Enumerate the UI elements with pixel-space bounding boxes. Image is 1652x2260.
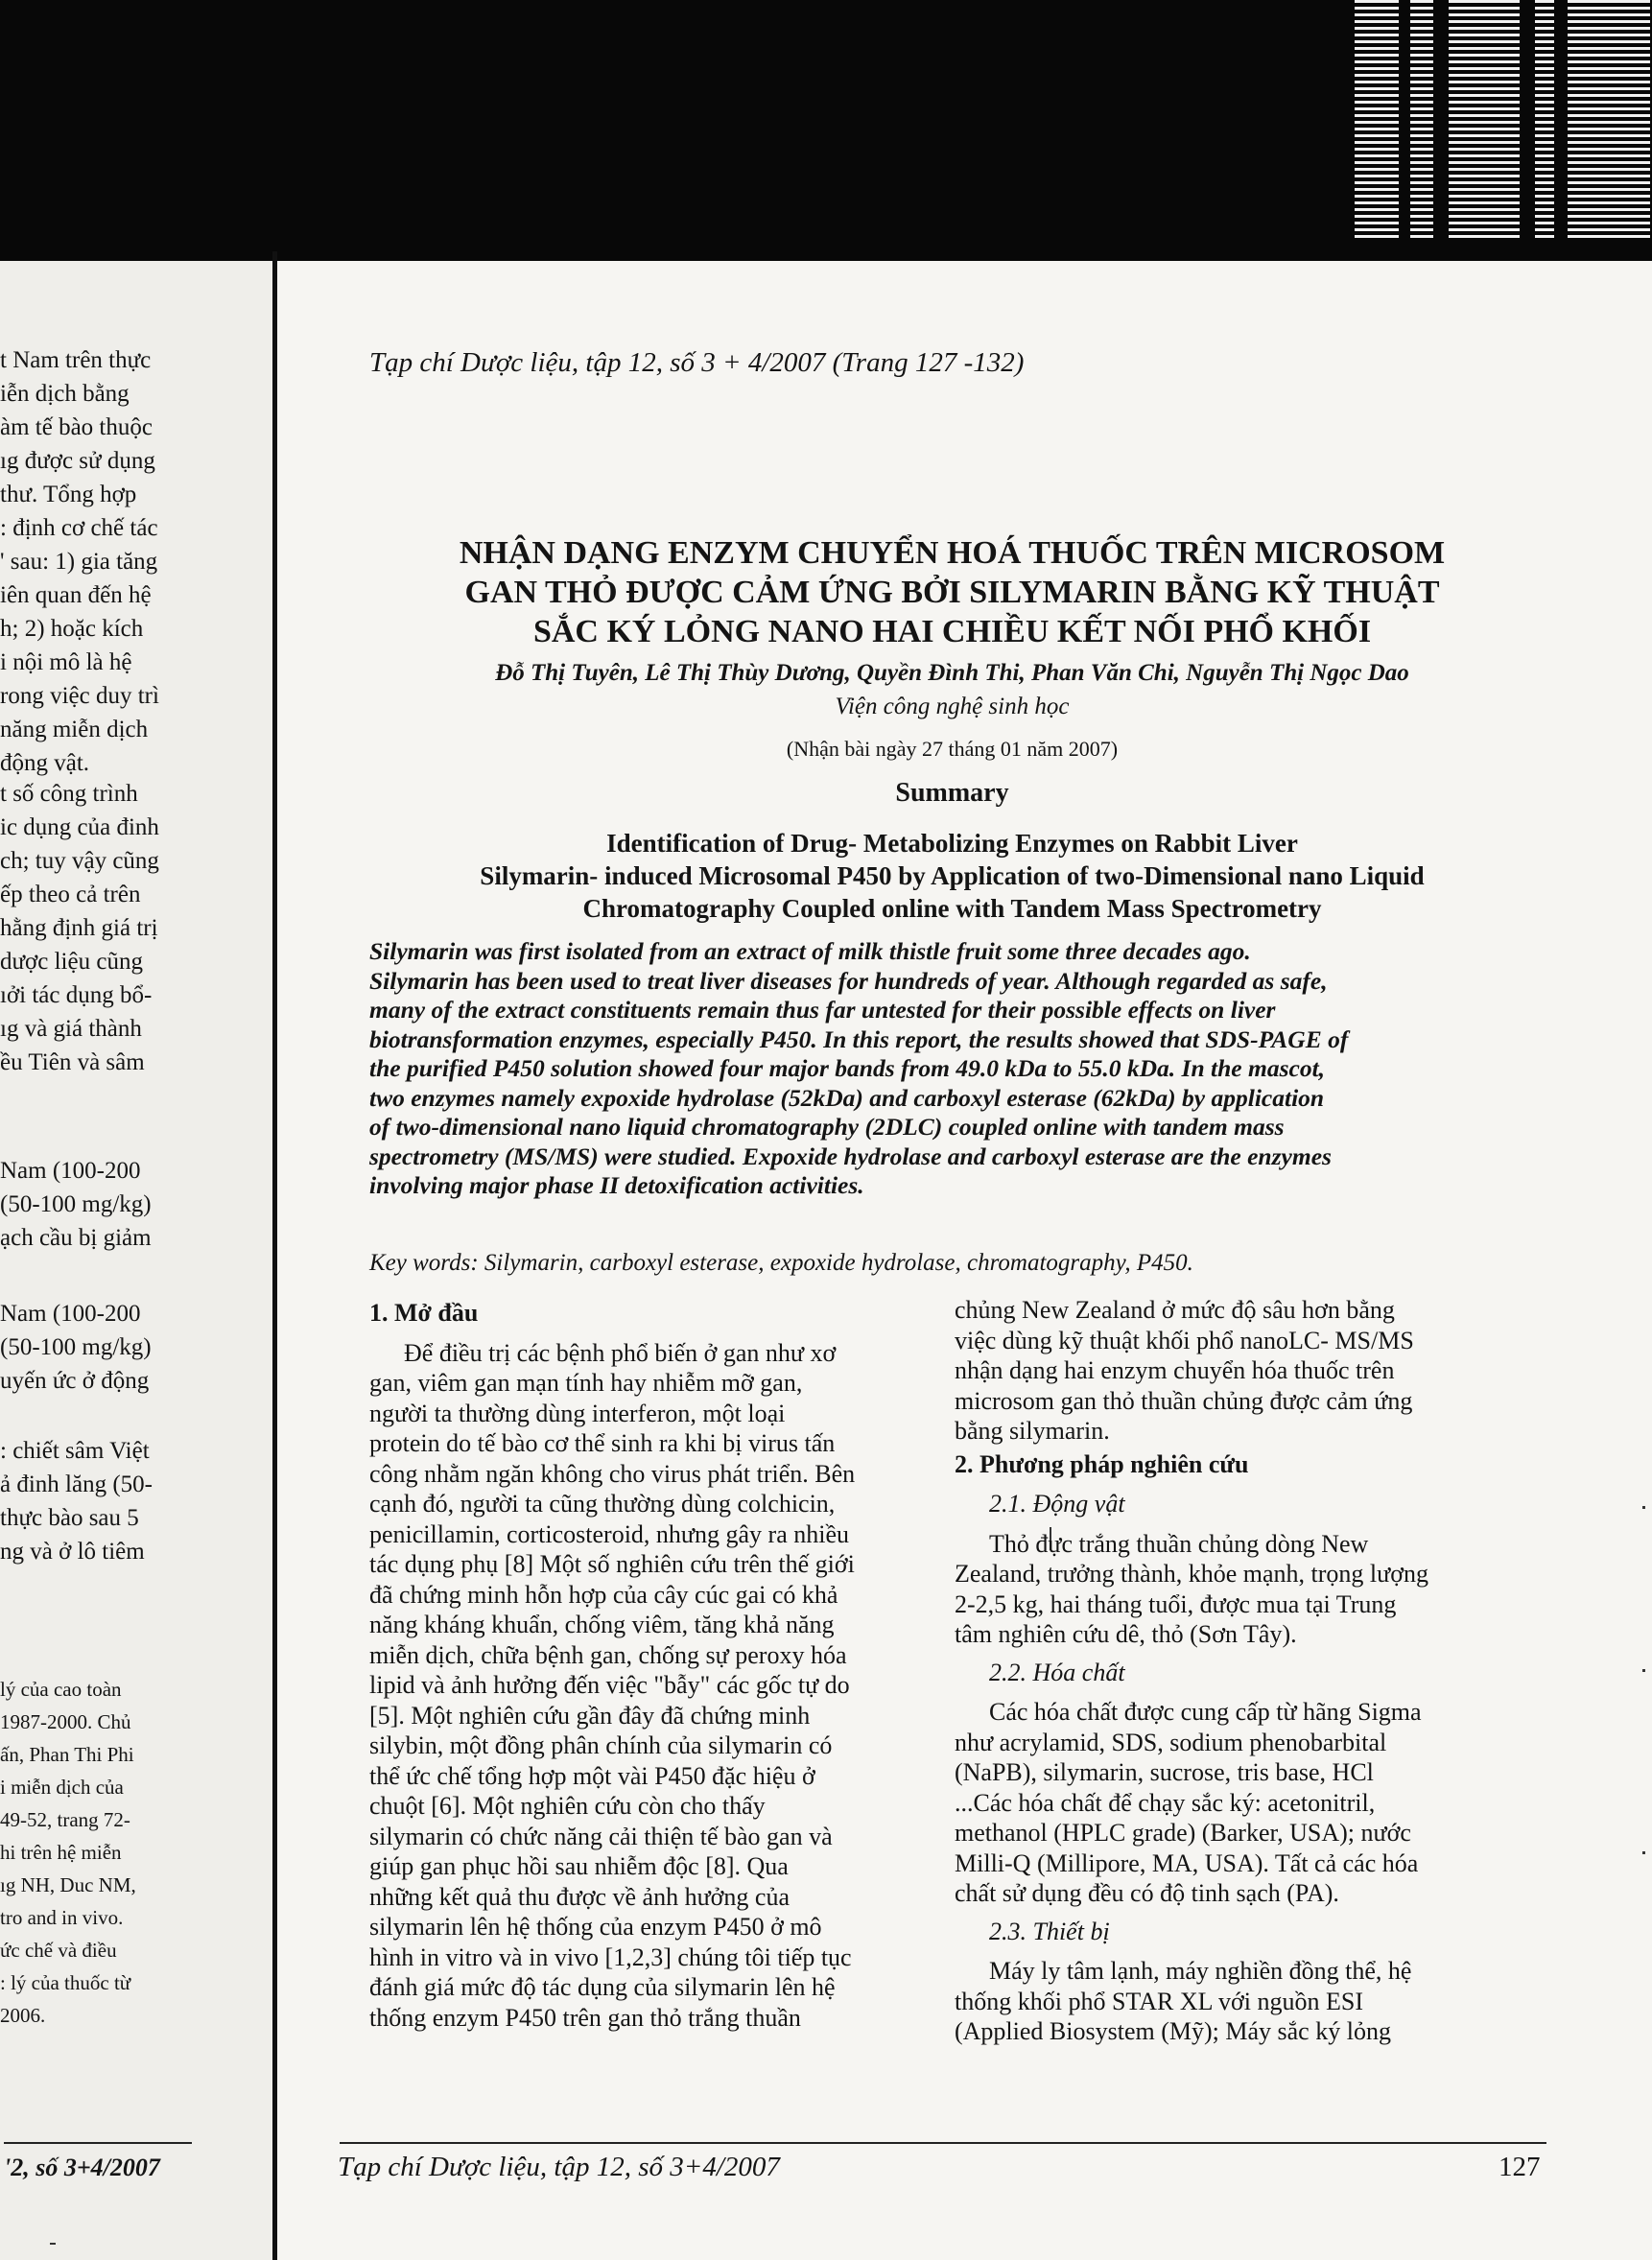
page-number: 127 [1499, 2152, 1541, 2182]
text-line: Silymarin has been used to treat liver diseases for hundreds of year. Although regarded as safe, [369, 966, 1328, 995]
text-line: àm tế bào thuộc [0, 414, 153, 440]
text-line: 2006. [0, 2004, 46, 2027]
text-line: việc dùng kỹ thuật khối phổ nanoLC- MS/MS [955, 1326, 1414, 1354]
text-line: hi trên hệ miễn [0, 1841, 122, 1864]
text-line: hình in vitro và in vivo [1,2,3] chúng tôi tiếp tục [369, 1942, 852, 1971]
text-line: ạch cầu bị giảm [0, 1225, 152, 1251]
text-line: Nam (100-200 [0, 1301, 141, 1327]
text-line: hằng định giá trị [0, 915, 158, 941]
text-line: biotransformation enzymes, especially P450. In this report, the results showed that SDS-PAGE of [369, 1024, 1349, 1053]
scan-speck [1642, 1851, 1645, 1854]
text-line: cạnh đó, người ta cũng thường dùng colchicin, [369, 1490, 836, 1518]
text-line: iễn dịch bằng [0, 381, 130, 407]
text-line: lipid và ảnh hưởng đến việc "bẫy" các gốc tự do [369, 1671, 850, 1699]
text-line: (Applied Biosystem (Mỹ); Máy sắc ký lỏng [955, 2017, 1391, 2045]
english-title-line: Identification of Drug- Metabolizing Enzymes on Rabbit Liver [606, 829, 1298, 858]
text-line: [5]. Một nghiên cứu gần đây đã chứng minh [369, 1701, 811, 1730]
text-line: Máy ly tâm lạnh, máy nghiền đồng thể, hệ [989, 1957, 1412, 1985]
text-line: thực bào sau 5 [0, 1505, 139, 1531]
text-line: chủng New Zealand ở mức độ sâu hơn bằng [955, 1296, 1395, 1324]
title-line: NHẬN DẠNG ENZYM CHUYỂN HOÁ THUỐC TRÊN MICROSOM [459, 535, 1446, 571]
left-footer-text: '2, số 3+4/2007 [4, 2154, 160, 2181]
left-fragment-block-4 [0, 1297, 259, 1398]
text-line: những kết quả thu được về ảnh hưởng của [369, 1882, 791, 1911]
text-line: thống enzym P450 trên gan thỏ trắng thuần [369, 2003, 801, 2032]
left-fragment-block-5 [0, 1434, 259, 1568]
left-footer-rule [4, 2142, 192, 2144]
text-line: gan, viêm gan mạn tính hay nhiễm mỡ gan, [369, 1369, 803, 1397]
text-line: ...Các hóa chất để chạy sắc ký: acetonitril, [955, 1788, 1376, 1817]
text-line: ch; tuy vậy cũng [0, 848, 159, 874]
section-heading-methods: 2. Phương pháp nghiên cứu [955, 1449, 1249, 1478]
abstract [369, 937, 1535, 1201]
section-heading-intro: 1. Mở đầu [369, 1299, 479, 1327]
scan-barcode-marks [1355, 0, 1652, 242]
text-line: chất sử dụng đều có độ tinh sạch (PA). [955, 1879, 1339, 1907]
text-line: ' sau: 1) gia tăng [0, 549, 158, 575]
text-line: methanol (HPLC grade) (Barker, USA); nước [955, 1819, 1411, 1847]
subsection-chemicals: 2.2. Hóa chất [989, 1658, 1125, 1686]
body-column-right [955, 1295, 1516, 2047]
text-line: 1987-2000. Chủ [0, 1710, 131, 1733]
left-fragment-block-2 [0, 777, 259, 1079]
text-line: ıg được sử dụng [0, 448, 155, 474]
text-line: ấn, Phan Thi Phi [0, 1743, 134, 1766]
text-line: ıg và giá thành [0, 1016, 142, 1042]
text-line: năng kháng khuẩn, chống viêm, tăng khả năng [369, 1611, 835, 1638]
text-line: 49-52, trang 72- [0, 1808, 130, 1831]
text-line: : định cơ chế tác [0, 515, 158, 541]
text-line: như acrylamid, SDS, sodium phenobarbital [955, 1728, 1387, 1756]
text-line: ức chế và điều [0, 1939, 117, 1962]
text-line: ıởi tác dụng bổ- [0, 982, 153, 1008]
article-title [369, 533, 1535, 651]
scan-speck [50, 2243, 56, 2245]
text-line: silymarin lên hệ thống của enzym P450 ở mô [369, 1913, 822, 1941]
left-fragment-block-6 [0, 1673, 259, 2032]
text-line: dược liệu cũng [0, 949, 143, 975]
scan-speck [1642, 1669, 1645, 1672]
text-line: silymarin có chức năng cải thiện tế bào gan và [369, 1822, 833, 1850]
footer-journal: Tạp chí Dược liệu, tập 12, số 3+4/2007 [338, 2152, 780, 2182]
text-line: người ta thường dùng interferon, một loại [369, 1399, 786, 1427]
intro-continuation [955, 1295, 1516, 1447]
text-line: h; 2) hoặc kích [0, 616, 144, 642]
text-line: spectrometry (MS/MS) were studied. Expoxide hydrolase and carboxyl esterase are the enzymes [369, 1142, 1332, 1170]
text-line: Thỏ đực trắng thuần chủng dòng New [989, 1529, 1369, 1558]
text-line: bằng silymarin. [955, 1417, 1110, 1445]
text-line: giúp gan phục hồi sau nhiễm độc [8]. Qua [369, 1852, 789, 1880]
english-title-line: Silymarin- induced Microsomal P450 by Application of two-Dimensional nano Liquid [480, 861, 1425, 890]
intro-paragraph [369, 1338, 931, 2034]
text-line: chuột [6]. Một nghiên cứu còn cho thấy [369, 1792, 766, 1820]
text-line: Zealand, trưởng thành, khỏe mạnh, trọng lượng [955, 1560, 1428, 1588]
text-line: protein do tế bào cơ thể sinh ra khi bị virus tấn [369, 1429, 836, 1457]
binding-gutter-line [272, 251, 277, 2260]
text-line: ic dụng của đinh [0, 814, 159, 840]
footer-rule [340, 2142, 1546, 2144]
text-line: 2-2,5 kg, hai tháng tuổi, được mua tại Trung [955, 1589, 1397, 1618]
received-date: (Nhận bài ngày 27 tháng 01 năm 2007) [786, 737, 1119, 761]
text-line: lý của cao toàn [0, 1678, 122, 1701]
text-line: the purified P450 solution showed four major bands from 49.0 kDa to 55.0 kDa. In the mascot, [369, 1054, 1326, 1082]
text-line: thư. Tổng hợp [0, 482, 137, 507]
text-line: năng miễn dịch [0, 717, 149, 742]
text-line: (50-100 mg/kg) [0, 1191, 152, 1217]
text-line: t Nam trên thực [0, 347, 152, 373]
text-line: microsom gan thỏ thuần chủng được cảm ứng [955, 1386, 1413, 1415]
left-fragment-block-3 [0, 1154, 259, 1255]
text-line: nhận dạng hai enzym chuyển hóa thuốc trên [955, 1356, 1395, 1384]
text-line: đã chứng minh hỗn hợp của cây cúc gai có khả [369, 1580, 838, 1609]
text-line: tro and in vivo. [0, 1906, 124, 1929]
text-line: thống khối phổ STAR XL với nguồn ESI [955, 1987, 1363, 2015]
text-line: many of the extract constituents remain thus far untested for their possible effects on liver [369, 996, 1276, 1024]
chemicals-paragraph [955, 1697, 1516, 1909]
text-line: (50-100 mg/kg) [0, 1334, 152, 1360]
english-title [369, 827, 1535, 925]
text-line: ng và ở lô tiêm [0, 1539, 145, 1565]
title-line: GAN THỎ ĐƯỢC CẢM ỨNG BỞI SILYMARIN BẰNG KỸ THUẬT [464, 575, 1440, 610]
text-line: Silymarin was first isolated from an extract of milk thistle fruit some three decades ago. [369, 937, 1251, 965]
authors: Đỗ Thị Tuyên, Lê Thị Thùy Dương, Quyền Đình Thi, Phan Văn Chi, Nguyễn Thị Ngọc Dao [495, 660, 1409, 686]
english-title-line: Chromatography Coupled online with Tandem Mass Spectrometry [582, 894, 1322, 923]
text-line: : chiết sâm Việt [0, 1438, 150, 1464]
keywords: Key words: Silymarin, carboxyl esterase, expoxide hydrolase, chromatography, P450. [369, 1250, 1193, 1276]
text-line: i nội mô là hệ [0, 649, 132, 675]
text-line: (NaPB), silymarin, sucrose, tris base, HCl [955, 1758, 1374, 1786]
text-line: rong việc duy trì [0, 683, 159, 709]
text-line: silybin, một đồng phân chính của silymarin có [369, 1731, 833, 1759]
text-line: involving major phase II detoxification activities. [369, 1171, 864, 1199]
text-line: of two-dimensional nano liquid chromatography (2DLC) coupled online with tandem mass [369, 1113, 1285, 1141]
text-line: i miễn dịch của [0, 1776, 124, 1799]
text-line: penicillamin, corticosteroid, nhưng gây ra nhiều [369, 1519, 850, 1548]
text-line: Để điều trị các bệnh phổ biến ở gan như xơ [404, 1338, 837, 1367]
text-line: uyến ức ở động [0, 1368, 150, 1394]
text-line: công nhằm ngăn không cho virus phát triển. Bên [369, 1459, 856, 1488]
text-line: ıg NH, Duc NM, [0, 1873, 136, 1896]
body-column-left [369, 1295, 931, 2033]
equipment-paragraph [955, 1956, 1516, 2047]
title-line: SẮC KÝ LỎNG NANO HAI CHIỀU KẾT NỐI PHỔ KHỐI [532, 614, 1372, 649]
text-line: ếp theo cả trên [0, 882, 141, 907]
text-line: iên quan đến hệ [0, 582, 152, 608]
text-line: Các hóa chất được cung cấp từ hãng Sigma [989, 1698, 1422, 1726]
subsection-animals: 2.1. Động vật [989, 1490, 1125, 1518]
text-line: tác dụng phụ [8] Một số nghiên cứu trên thế giới [369, 1550, 855, 1578]
summary-heading: Summary [895, 778, 1009, 808]
text-line: tâm nghiên cứu dê, thỏ (Sơn Tây). [955, 1620, 1297, 1648]
text-line: t số công trình [0, 781, 138, 807]
text-line: Milli-Q (Millipore, MA, USA). Tất cả các hóa [955, 1848, 1419, 1877]
animals-paragraph [955, 1529, 1516, 1650]
text-line: miễn dịch, chữa bệnh gan, chống sự peroxy hóa [369, 1640, 847, 1669]
text-line: two enzymes namely expoxide hydrolase (52kDa) and carboxyl esterase (62kDa) by application [369, 1083, 1325, 1112]
left-fragment-block-1 [0, 343, 259, 780]
text-line: thể ức chế tổng hợp một vài P450 đặc hiệu ở [369, 1761, 815, 1790]
subsection-equipment: 2.3. Thiết bị [989, 1917, 1110, 1945]
institute: Viện công nghệ sinh học [835, 694, 1070, 719]
text-line: ả đinh lăng (50- [0, 1471, 153, 1497]
text-line: ều Tiên và sâm [0, 1049, 145, 1075]
scan-speck [1642, 1506, 1645, 1509]
text-line: đánh giá mức độ tác dụng của silymarin lên hệ [369, 1973, 836, 2001]
text-line: Nam (100-200 [0, 1158, 141, 1184]
journal-header: Tạp chí Dược liệu, tập 12, số 3 + 4/2007 (Trang 127 -132) [369, 347, 1025, 378]
text-line: động vật. [0, 750, 90, 776]
text-line: : lý của thuốc từ [0, 1971, 131, 1994]
